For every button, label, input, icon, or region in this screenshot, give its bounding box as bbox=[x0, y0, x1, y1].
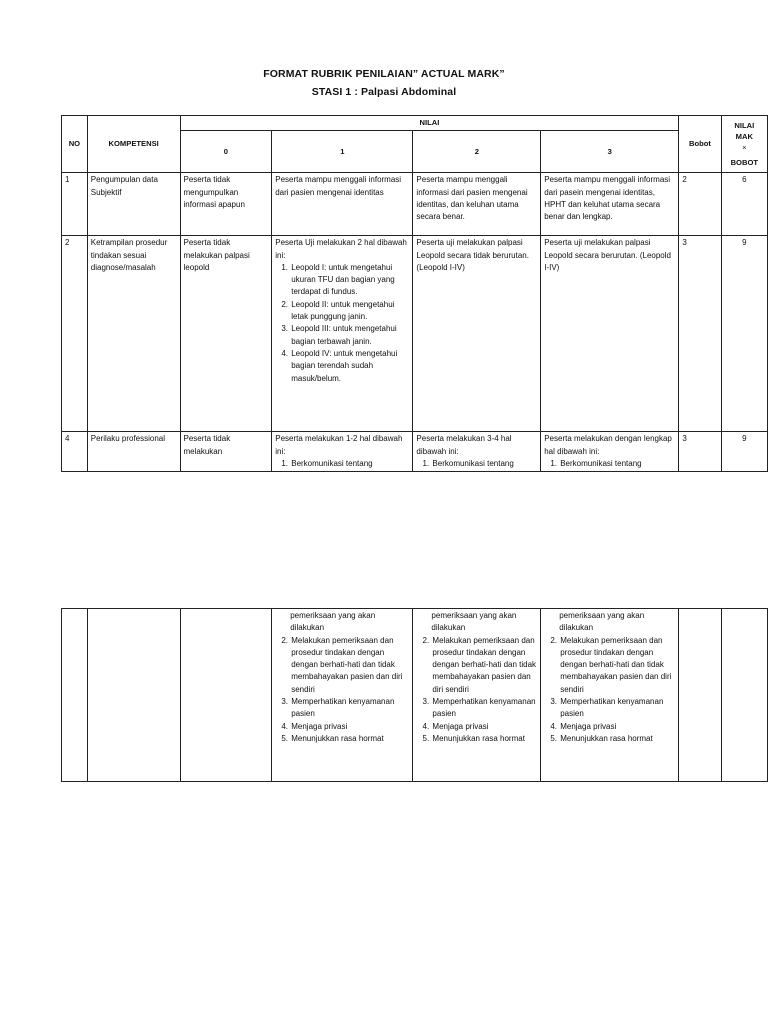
row-score-3 bbox=[541, 609, 679, 782]
row-score-2 bbox=[413, 609, 541, 782]
row-kompetensi bbox=[87, 609, 180, 782]
header-nilai-mak-line4: BOBOT bbox=[730, 158, 758, 168]
document-subtitle: STASI 1 : Palpasi Abdominal bbox=[311, 86, 457, 98]
list-item: 2. Melakukan pemeriksaan dan prosedur tindakan dengan dengan berhati-hati dan tidak membahayakan pasien dan diri sendiri bbox=[290, 635, 409, 696]
leopold-list bbox=[275, 262, 409, 385]
score-1-continued: pemeriksaan yang akan dilakukan bbox=[290, 611, 376, 633]
header-score-1: 1 bbox=[272, 131, 413, 173]
list-item: 1. Berkomunikasi tentang bbox=[559, 458, 675, 470]
row-no bbox=[62, 609, 88, 782]
row-nilai-mak bbox=[721, 609, 767, 782]
row-score-0: Peserta tidak mengumpulkan informasi apapun bbox=[180, 173, 272, 236]
rubric-table bbox=[61, 115, 768, 472]
header-nilai: NILAI bbox=[180, 116, 679, 131]
list-item: 1. Berkomunikasi tentang bbox=[290, 458, 409, 470]
header-nilai-mak bbox=[721, 116, 767, 173]
score-3-continued: pemeriksaan yang akan dilakukan bbox=[559, 611, 645, 633]
table-row bbox=[62, 609, 768, 782]
behavior-list bbox=[416, 635, 537, 746]
score-3-intro: Peserta melakukan dengan lengkap hal dibawah ini: bbox=[544, 434, 672, 456]
list-item: 5. Menunjukkan rasa hormat bbox=[431, 733, 537, 745]
list-item: 4. Leopold IV: untuk mengetahui bagian terendah sudah masuk/belum. bbox=[290, 348, 409, 385]
row-score-1: Peserta mampu menggali informasi dari pasien mengenai identitas bbox=[272, 173, 413, 236]
score-1-intro: Peserta melakukan 1-2 hal dibawah ini: bbox=[275, 434, 403, 456]
row-kompetensi: Ketrampilan prosedur tindakan sesuai diagnose/masalah bbox=[87, 236, 180, 432]
table-row bbox=[62, 173, 768, 236]
row-score-1 bbox=[272, 432, 413, 472]
row-score-2: Peserta mampu menggali informasi dari pasien mengenai identitas, dan keluhan utama secara benar. bbox=[413, 173, 541, 236]
header-score-0: 0 bbox=[180, 131, 272, 173]
list-item: 5. Menunjukkan rasa hormat bbox=[559, 733, 675, 745]
behavior-list bbox=[275, 635, 409, 746]
score-2-intro: Peserta melakukan 3-4 hal dibawah ini: bbox=[416, 434, 512, 456]
row-score-0: Peserta tidak melakukan bbox=[180, 432, 272, 472]
row-score-3 bbox=[541, 432, 679, 472]
score-1-intro: Peserta Uji melakukan 2 hal dibawah ini: bbox=[275, 238, 407, 260]
list-item: 3. Memperhatikan kenyamanan pasien bbox=[431, 696, 537, 721]
table-row bbox=[62, 432, 768, 472]
row-score-0 bbox=[180, 609, 272, 782]
behavior-list bbox=[544, 635, 675, 746]
row-no: 2 bbox=[62, 236, 88, 432]
row-no: 4 bbox=[62, 432, 88, 472]
list-item: 2. Melakukan pemeriksaan dan prosedur tindakan dengan dengan berhati-hati dan tidak membahayakan pasien dan diri sendiri bbox=[559, 635, 675, 696]
list-item: 1. Leopold I: untuk mengetahui ukuran TFU dan bagian yang terdapat di fundus. bbox=[290, 262, 409, 299]
list-item: 4. Menjaga privasi bbox=[559, 721, 675, 733]
list-item: 3. Leopold III: untuk mengetahui bagian terbawah janin. bbox=[290, 323, 409, 348]
header-nilai-mak-line2: MAK bbox=[735, 132, 753, 142]
row-bobot: 2 bbox=[679, 173, 721, 236]
list-item: 5. Menunjukkan rasa hormat bbox=[290, 733, 409, 745]
row-bobot: 3 bbox=[679, 236, 721, 432]
row-score-2 bbox=[413, 432, 541, 472]
row-score-2: Peserta uji melakukan palpasi Leopold secara tidak berurutan. (Leopold I-IV) bbox=[413, 236, 541, 432]
list-item: 4. Menjaga privasi bbox=[290, 721, 409, 733]
list-item: 3. Memperhatikan kenyamanan pasien bbox=[290, 696, 409, 721]
header-nilai-mak-line3: × bbox=[742, 143, 747, 153]
behavior-list bbox=[544, 458, 675, 470]
header-score-2: 2 bbox=[413, 131, 541, 173]
rubric-table-continuation bbox=[61, 608, 768, 782]
row-score-1 bbox=[272, 609, 413, 782]
behavior-list bbox=[416, 458, 537, 470]
header-row-1 bbox=[62, 116, 768, 131]
list-item: 2. Melakukan pemeriksaan dan prosedur tindakan dengan dengan berhati-hati dan tidak membahayakan pasien dan diri sendiri bbox=[431, 635, 537, 696]
header-no: NO bbox=[62, 116, 88, 173]
header-score-3: 3 bbox=[541, 131, 679, 173]
header-bobot: Bobot bbox=[679, 116, 721, 173]
header-nilai-mak-line1: NILAI bbox=[734, 121, 755, 131]
list-item: 2. Leopold II: untuk mengetahui letak punggung janin. bbox=[290, 299, 409, 324]
document-title: FORMAT RUBRIK PENILAIAN” ACTUAL MARK” bbox=[263, 68, 505, 80]
row-score-3: Peserta uji melakukan palpasi Leopold secara berurutan. (Leopold I-IV) bbox=[541, 236, 679, 432]
row-no: 1 bbox=[62, 173, 88, 236]
row-score-3: Peserta mampu menggali informasi dari pasein mengenai identitas, HPHT dan keluhat utama secara benar dan lengkap. bbox=[541, 173, 679, 236]
row-bobot bbox=[679, 609, 721, 782]
list-item: 1. Berkomunikasi tentang bbox=[431, 458, 537, 470]
row-kompetensi: Perilaku professional bbox=[87, 432, 180, 472]
list-item: 3. Memperhatikan kenyamanan pasien bbox=[559, 696, 675, 721]
row-nilai-mak: 9 bbox=[721, 236, 767, 432]
table-row bbox=[62, 236, 768, 432]
row-kompetensi: Pengumpulan data Subjektif bbox=[87, 173, 180, 236]
row-nilai-mak: 6 bbox=[721, 173, 767, 236]
behavior-list bbox=[275, 458, 409, 470]
list-item: 4. Menjaga privasi bbox=[431, 721, 537, 733]
row-bobot: 3 bbox=[679, 432, 721, 472]
row-score-1 bbox=[272, 236, 413, 432]
header-kompetensi: KOMPETENSI bbox=[87, 116, 180, 173]
row-score-0: Peserta tidak melakukan palpasi leopold bbox=[180, 236, 272, 432]
score-2-continued: pemeriksaan yang akan dilakukan bbox=[431, 611, 517, 633]
row-nilai-mak: 9 bbox=[721, 432, 767, 472]
